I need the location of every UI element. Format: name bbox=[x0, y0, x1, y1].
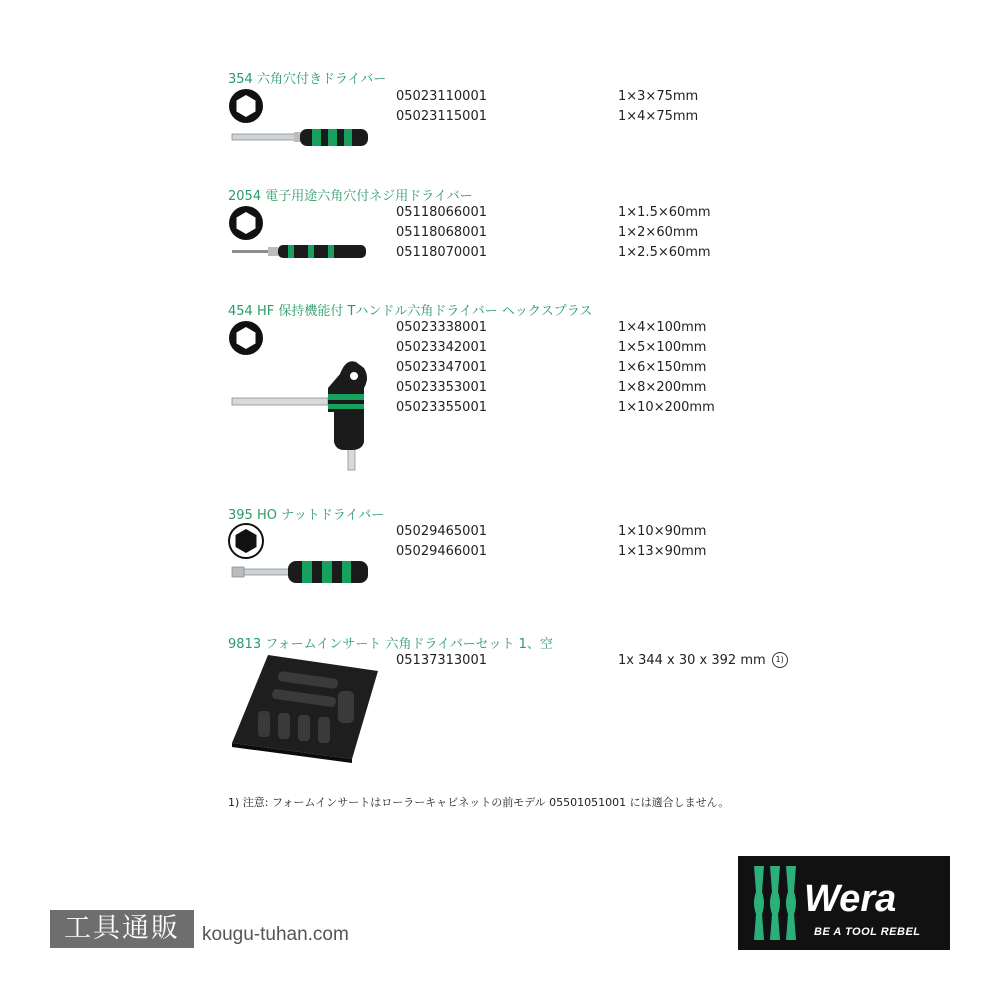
hexagon-socket-icon bbox=[228, 88, 264, 124]
part-dimension: 1×4×100mm bbox=[618, 320, 707, 335]
micro-screwdriver-image bbox=[228, 241, 373, 263]
part-dimension: 1×5×100mm bbox=[618, 340, 707, 355]
section-title: 354 六角穴付きドライバー bbox=[228, 72, 387, 87]
part-dimension: 1×10×200mm bbox=[618, 400, 715, 415]
part-dimension: 1×1.5×60mm bbox=[618, 205, 711, 220]
hexagon-socket-icon bbox=[228, 320, 264, 356]
part-dimension: 1×2×60mm bbox=[618, 225, 699, 240]
shop-url[interactable]: kougu-tuhan.com bbox=[202, 924, 349, 945]
part-code: 05023115001 bbox=[396, 109, 487, 124]
hex-screwdriver-image bbox=[228, 124, 373, 152]
part-dimension: 1×2.5×60mm bbox=[618, 245, 711, 260]
part-code: 05118066001 bbox=[396, 205, 487, 220]
logo-wordmark: Wera bbox=[804, 878, 897, 920]
footnote-marker: 1) bbox=[772, 652, 788, 668]
part-code: 05023342001 bbox=[396, 340, 487, 355]
part-dimension: 1×6×150mm bbox=[618, 360, 707, 375]
nut-driver-image bbox=[228, 558, 373, 590]
hexagon-socket-icon bbox=[228, 205, 264, 241]
part-code: 05023338001 bbox=[396, 320, 487, 335]
part-code: 05023353001 bbox=[396, 380, 487, 395]
part-dimension: 1×8×200mm bbox=[618, 380, 707, 395]
part-dimension: 1×3×75mm bbox=[618, 89, 699, 104]
part-code: 05023110001 bbox=[396, 89, 487, 104]
section-title: 454 HF 保持機能付 Tハンドル六角ドライバー ヘックスプラス bbox=[228, 304, 593, 319]
part-code: 05029466001 bbox=[396, 544, 487, 559]
footnote: 1) 注意: フォームインサートはローラーキャビネットの前モデル 05501051001 には適合しません。 bbox=[228, 796, 730, 809]
foam-insert-image bbox=[228, 655, 378, 763]
part-code: 05137313001 bbox=[396, 653, 487, 668]
wera-logo bbox=[738, 856, 950, 950]
part-code: 05023347001 bbox=[396, 360, 487, 375]
part-dimension-text: 1x 344 x 30 x 392 mm bbox=[618, 653, 766, 668]
section-title: 2054 電子用途六角穴付ネジ用ドライバー bbox=[228, 189, 473, 204]
part-dimension: 1×10×90mm bbox=[618, 524, 707, 539]
shop-badge: 工具通販 bbox=[50, 910, 194, 948]
part-code: 05023355001 bbox=[396, 400, 487, 415]
part-code: 05118070001 bbox=[396, 245, 487, 260]
t-handle-hex-driver-image bbox=[228, 356, 373, 472]
hex-nut-icon bbox=[228, 523, 264, 559]
part-dimension: 1×4×75mm bbox=[618, 109, 699, 124]
part-code: 05118068001 bbox=[396, 225, 487, 240]
section-title: 395 HO ナットドライバー bbox=[228, 508, 385, 523]
wera-stripes-icon bbox=[752, 866, 798, 940]
part-dimension bbox=[618, 651, 788, 671]
part-dimension: 1×13×90mm bbox=[618, 544, 707, 559]
part-code: 05029465001 bbox=[396, 524, 487, 539]
section-title: 9813 フォームインサート 六角ドライバーセット 1、空 bbox=[228, 637, 553, 652]
logo-tagline: BE A TOOL REBEL bbox=[814, 926, 921, 938]
